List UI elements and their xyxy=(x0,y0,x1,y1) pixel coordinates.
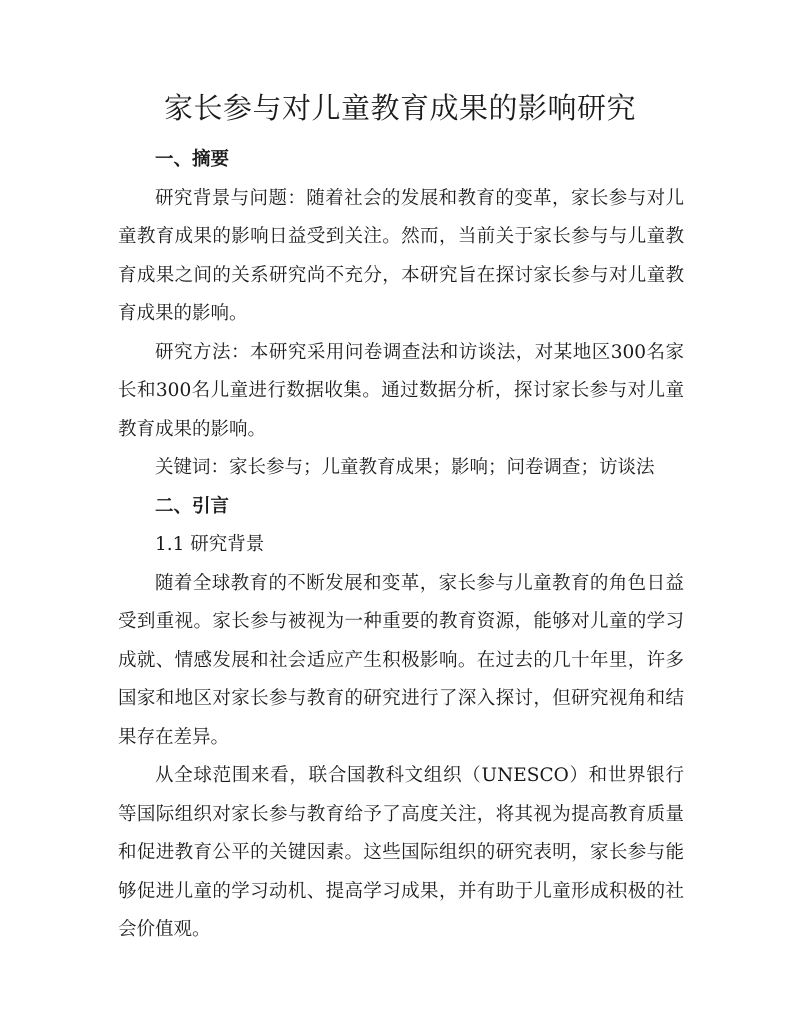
background-paragraph-1: 随着全球教育的不断发展和变革，家长参与儿童教育的角色日益受到重视。家长参与被视为一种重要的教育资源，能够对儿童的学习成就、情感发展和社会适应产生积极影响。在过去的几十年里，许多国家和地区对家长参与教育的研究进行了深入探讨，但研究视角和结果存在差异。 xyxy=(118,572,684,748)
background-paragraph-2: 从全球范围来看，联合国教科文组织（UNESCO）和世界银行等国际组织对家长参与教育给予了高度关注，将其视为提高教育质量和促进教育公平的关键因素。这些国际组织的研究表明，家长参与能够促进儿童的学习动机、提高学习成果，并有助于儿童形成积极的社会价值观。 xyxy=(118,765,684,940)
introduction-heading: 二、引言 xyxy=(155,495,230,517)
keywords-line: 关键词：家长参与；儿童教育成果；影响；问卷调查；访谈法 xyxy=(155,457,655,478)
abstract-background-paragraph: 研究背景与问题：随着社会的发展和教育的变革，家长参与对儿童教育成果的影响日益受到关注。然而，当前关于家长参与与儿童教育成果之间的关系研究尚不充分，本研究旨在探讨家长参与对儿童教育成果的影响。 xyxy=(118,187,684,324)
document-title: 家长参与对儿童教育成果的影响研究 xyxy=(163,91,636,125)
abstract-heading: 一、摘要 xyxy=(155,149,230,170)
research-background-subheading: 1.1 研究背景 xyxy=(155,534,265,555)
document-body xyxy=(118,141,684,950)
abstract-methods-paragraph: 研究方法：本研究采用问卷调查法和访谈法，对某地区300名家长和300名儿童进行数据收集。通过数据分析，探讨家长参与对儿童教育成果的影响。 xyxy=(118,341,684,440)
